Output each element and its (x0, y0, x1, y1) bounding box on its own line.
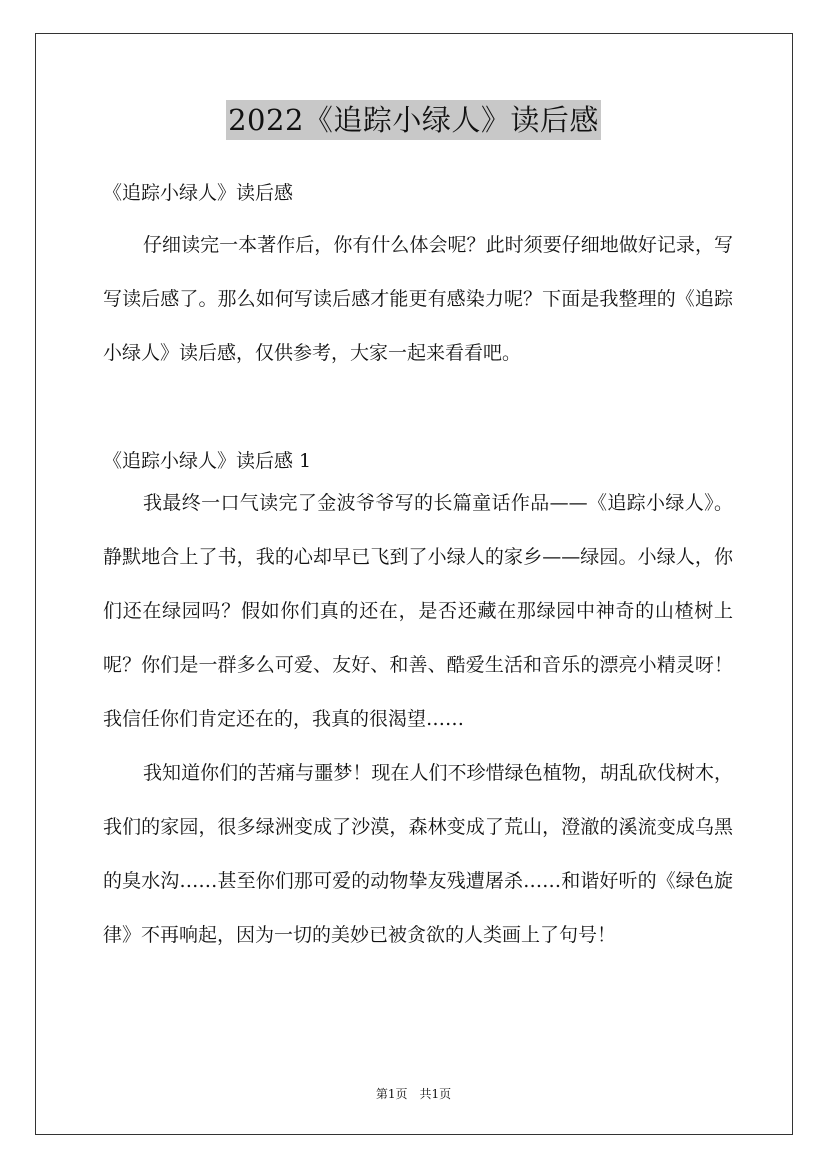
document-body (103, 160, 733, 962)
title-container (0, 100, 827, 140)
document-subtitle: 《追踪小绿人》读后感 (103, 182, 294, 204)
intro-paragraph: 仔细读完一本著作后，你有什么体会呢？此时须要仔细地做好记录，写写读后感了。那么如何写读后感才能更有感染力呢？下面是我整理的《追踪小绿人》读后感，仅供参考，大家一起来看看吧。 (103, 234, 733, 364)
section-heading: 《追踪小绿人》读后感 1 (103, 450, 312, 472)
page-footer: 第1页 共1页 (375, 1087, 452, 1101)
body-paragraph-2: 我知道你们的苦痛与噩梦！现在人们不珍惜绿色植物，胡乱砍伐树木，我们的家园，很多绿洲变成了沙漠，森林变成了荒山，澄澈的溪流变成乌黑的臭水沟……甚至你们那可爱的动物挚友残遭屠杀……和谐好听的《绿色旋律》不再响起，因为一切的美妙已被贪欲的人类画上了句号！ (103, 762, 733, 946)
document-title: 2022《追踪小绿人》读后感 (226, 100, 601, 140)
body-paragraph-1: 我最终一口气读完了金波爷爷写的长篇童话作品——《追踪小绿人》。静默地合上了书，我的心却早已飞到了小绿人的家乡——绿园。小绿人，你们还在绿园吗？假如你们真的还在，是否还藏在那绿园中神奇的山楂树上呢？你们是一群多么可爱、友好、和善、酷爱生活和音乐的漂亮小精灵呀！我信任你们肯定还在的，我真的很渴望…… (103, 492, 733, 730)
